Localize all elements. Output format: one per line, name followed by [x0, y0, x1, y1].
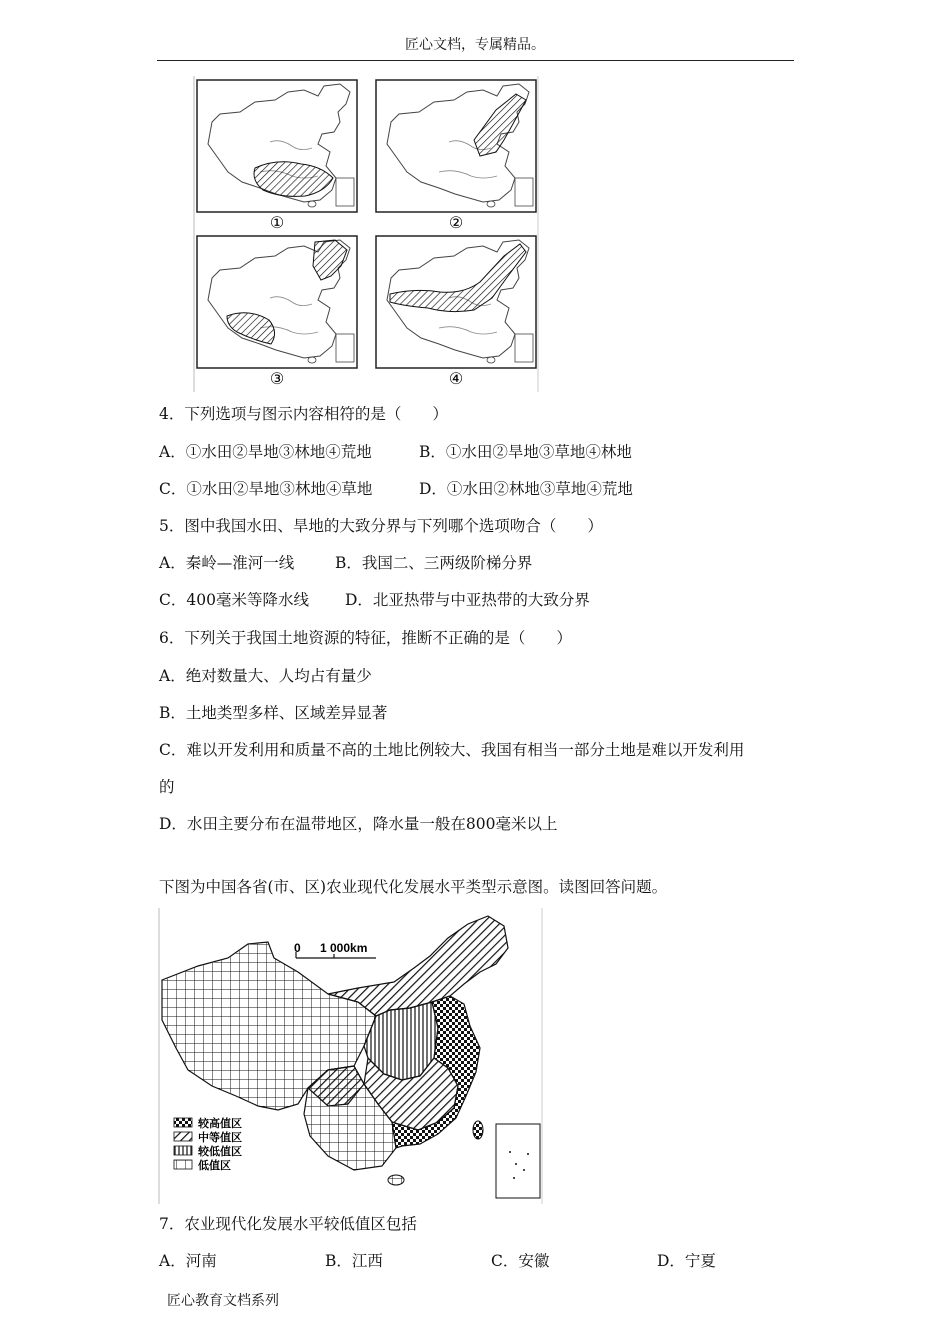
q7-option-d[interactable]: D．宁夏: [657, 1252, 716, 1270]
q4-option-b[interactable]: B．①水田②旱地③草地④林地: [419, 443, 632, 461]
figure2-intro: 下图为中国各省(市、区)农业现代化发展水平类型示意图。读图回答问题。: [159, 878, 668, 896]
map-label-2: ②: [448, 213, 464, 232]
q6-stem: 6．下列关于我国土地资源的特征，推断不正确的是（ ）: [159, 629, 572, 647]
page-header: 匠心文档，专属精品。: [405, 37, 545, 53]
q4-options-row2: [159, 479, 633, 499]
q5-options-row2: [159, 590, 590, 610]
q7-stem: 7．农业现代化发展水平较低值区包括: [159, 1215, 417, 1233]
map-3: [197, 236, 357, 368]
q5-option-c[interactable]: C．400毫米等降水线: [159, 591, 309, 609]
map-label-3: ③: [269, 369, 285, 388]
legend-label-lower: 较低值区: [198, 1145, 242, 1158]
q6-option-a[interactable]: A．绝对数量大、人均占有量少: [159, 667, 372, 685]
q4-option-c[interactable]: C．①水田②旱地③林地④草地: [159, 480, 373, 498]
q4-option-a[interactable]: A．①水田②旱地③林地④荒地: [159, 443, 372, 461]
q7-option-b[interactable]: B．江西: [325, 1252, 383, 1270]
land-use-maps-figure: [193, 76, 543, 392]
map-4: [376, 236, 536, 368]
q6-option-b[interactable]: B．土地类型多样、区域差异显著: [159, 704, 388, 722]
legend-label-low: 低值区: [198, 1159, 231, 1172]
map-legend: [174, 1116, 242, 1172]
q6-option-d[interactable]: D．水田主要分布在温带地区，降水量一般在800毫米以上: [159, 815, 558, 833]
q5-option-a[interactable]: A．秦岭—淮河一线: [159, 554, 295, 572]
q4-options-row1: [159, 442, 632, 462]
map-label-1: ①: [269, 213, 285, 232]
legend-label-medium: 中等值区: [198, 1131, 242, 1144]
q4-stem: 4．下列选项与图示内容相符的是（ ）: [159, 405, 448, 423]
q7-options: [159, 1251, 716, 1271]
header-rule: [157, 60, 794, 61]
q5-options-row1: [159, 553, 532, 573]
q5-option-d[interactable]: D．北亚热带与中亚热带的大致分界: [345, 591, 590, 609]
scale-label: 1 000km: [320, 941, 368, 955]
q5-option-b[interactable]: B．我国二、三两级阶梯分界: [335, 554, 533, 572]
page-footer: 匠心教育文档系列: [167, 1293, 279, 1309]
q6-option-c-cont: 的: [159, 778, 175, 796]
legend-label-high: 较高值区: [198, 1117, 242, 1130]
q7-option-c[interactable]: C．安徽: [491, 1252, 550, 1270]
map-2: [376, 80, 536, 212]
q4-option-d[interactable]: D．①水田②林地③草地④荒地: [419, 480, 633, 498]
q7-option-a[interactable]: A．河南: [159, 1252, 217, 1270]
map-1: [197, 80, 357, 212]
q5-stem: 5．图中我国水田、旱地的大致分界与下列哪个选项吻合（ ）: [159, 517, 603, 535]
q6-option-c[interactable]: C．难以开发利用和质量不高的土地比例较大、我国有相当一部分土地是难以开发利用: [159, 741, 745, 759]
agri-modernization-map: [158, 908, 544, 1204]
scale-zero: 0: [294, 941, 301, 955]
map-label-4: ④: [448, 369, 464, 388]
